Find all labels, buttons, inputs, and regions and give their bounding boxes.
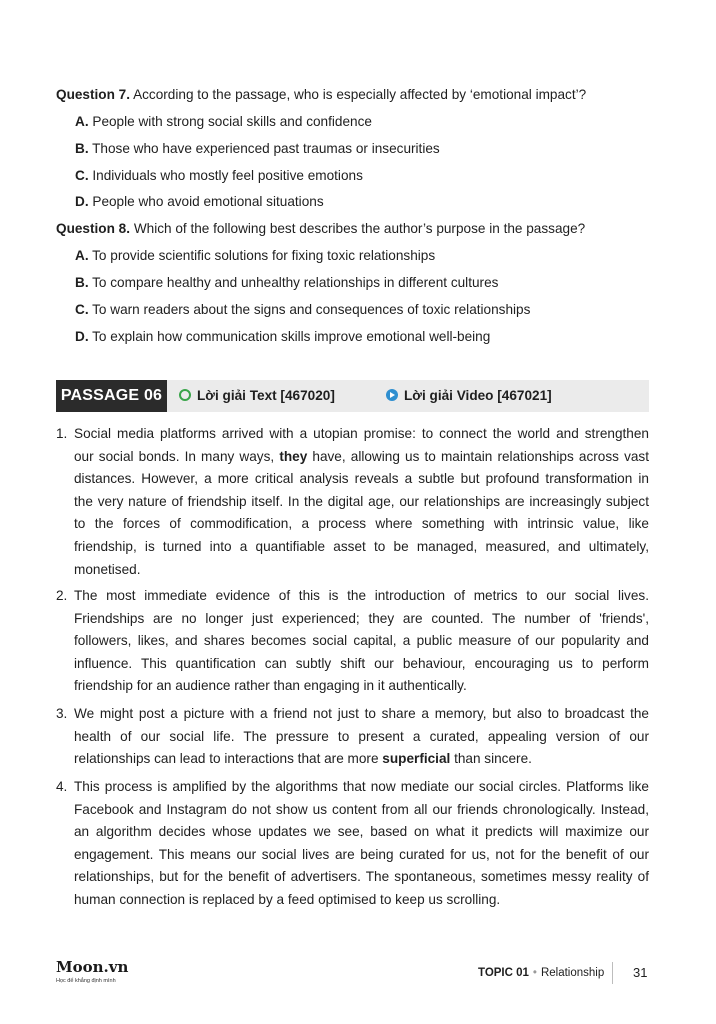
- option-a: A. People with strong social skills and confidence: [75, 114, 372, 129]
- paragraph-number: 3.: [56, 706, 68, 721]
- paragraph-text: [74, 423, 649, 581]
- text-line: distances. However, a more critical analysis reveals a subtle but profound transformation in: [74, 471, 649, 487]
- question-label: Question 8.: [56, 221, 131, 236]
- paragraph-number: 1.: [56, 426, 68, 441]
- text-line: human connection is replaced by a feed optimised to keep us scrolling.: [74, 891, 501, 907]
- question-label: Question 7.: [56, 87, 131, 102]
- text-line: This process is amplified by the algorithms that now mediate our social circles. Platforms like: [74, 779, 649, 794]
- option-b: B. Those who have experienced past traumas or insecurities: [75, 141, 440, 156]
- paragraph-text: [74, 776, 649, 912]
- question-text: According to the passage, who is especially affected by ‘emotional impact’?: [133, 87, 587, 102]
- text-line: the very nature of friendship itself. In the digital age, our relationships are increasingly subject: [74, 493, 649, 509]
- text-line: an algorithm decides whose updates we see, based on what it predicts will maximize our: [74, 824, 649, 840]
- option-b: B. To compare healthy and unhealthy relationships in different cultures: [75, 275, 499, 290]
- text-line: influence. This quantification can subtly shift our behaviour, encouraging us to perform: [74, 655, 649, 671]
- paragraph-number: 2.: [56, 588, 68, 603]
- text-line: Friendships are no longer just experienced; they are counted. The number of 'friends',: [74, 610, 649, 626]
- play-icon: [386, 389, 398, 401]
- circle-icon: [179, 389, 191, 401]
- text-line: engagement. This means our social lives are being curated for us, not for the benefit of our: [74, 846, 649, 862]
- question-text: Which of the following best describes the author’s purpose in the passage?: [133, 221, 586, 236]
- video-solution-link[interactable]: Lời giải Video [467021]: [386, 380, 552, 412]
- question-8: [56, 220, 676, 238]
- page-number: 31: [633, 965, 648, 980]
- topic-label: TOPIC 01 • Relationship: [478, 967, 605, 979]
- text-line: Social media platforms arrived with a utopian promise: to connect the world and strengthen: [74, 426, 649, 441]
- moon-logo: Moon.vn: [56, 958, 129, 976]
- question-7: [56, 86, 676, 104]
- text-solution-link[interactable]: Lời giải Text [467020]: [179, 380, 335, 412]
- text-line: relationships can lead to interactions that are more superficial than sincere.: [74, 751, 532, 767]
- option-a: A. To provide scientific solutions for fixing toxic relationships: [75, 248, 436, 263]
- option-d: D. People who avoid emotional situations: [75, 194, 324, 209]
- text-line: Facebook and Instagram do not show us content from all our friends chronologically. Instead,: [74, 801, 649, 817]
- text-line: our social bonds. In many ways, they have, allowing us to maintain relationships across vast: [74, 448, 650, 464]
- paragraph-text: [74, 585, 649, 698]
- text-line: health of our social life. The pressure to present a curated, appealing version of our: [74, 728, 649, 744]
- text-line: followers, likes, and shares becomes social capital, a public measure of our popularity and: [74, 633, 649, 649]
- option-d: D. To explain how communication skills improve emotional well-being: [75, 329, 491, 344]
- passage-title: PASSAGE 06: [56, 380, 167, 412]
- paragraph-number: 4.: [56, 779, 68, 794]
- option-c: C. Individuals who mostly feel positive emotions: [75, 168, 363, 183]
- footer-divider: [612, 962, 613, 984]
- text-line: The most immediate evidence of this is the introduction of metrics to our social lives.: [74, 588, 649, 603]
- text-line: relationships, but for the benefit of advertisers. The spontaneous, sometimes messy reality of: [74, 869, 649, 885]
- text-line: monetised.: [74, 561, 141, 577]
- text-line: to the forces of commodification, a process where something with intrinsic value, like: [74, 516, 649, 532]
- text-line: friendship for an audience rather than engaging in it authentically.: [74, 678, 467, 694]
- logo-tagline: Học để khẳng định mình: [56, 978, 116, 984]
- option-c: C. To warn readers about the signs and consequences of toxic relationships: [75, 302, 531, 317]
- paragraph-text: [74, 703, 649, 771]
- text-line: friendship, is turned into a quantifiable asset to be managed, measured, and ultimately,: [74, 538, 649, 554]
- passage-header: [56, 380, 649, 412]
- text-line: We might post a picture with a friend not just to share a memory, but also to broadcast the: [74, 706, 649, 721]
